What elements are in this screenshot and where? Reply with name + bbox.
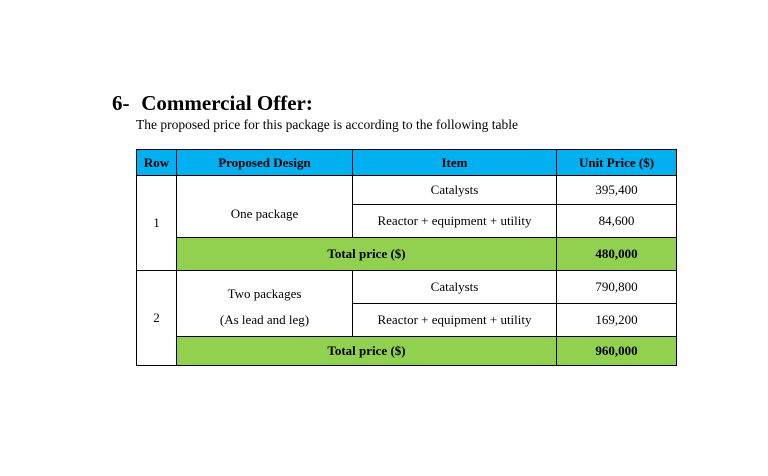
design-text-line2: (As lead and leg) (219, 312, 310, 327)
header-proposed-design: Proposed Design (177, 150, 353, 176)
total-value: 960,000 (557, 337, 677, 366)
section-heading (112, 90, 313, 116)
header-row: Row (137, 150, 177, 176)
price-cell: 84,600 (557, 205, 677, 238)
table-header-row (137, 150, 677, 176)
item-cell: Reactor + equipment + utility (353, 205, 557, 238)
total-row (137, 238, 677, 271)
price-cell: 169,200 (557, 304, 677, 337)
header-unit-price: Unit Price ($) (557, 150, 677, 176)
price-cell: 395,400 (557, 176, 677, 205)
design-cell (177, 271, 353, 337)
total-row (137, 337, 677, 366)
total-label: Total price ($) (177, 238, 557, 271)
row-number-cell: 2 (137, 271, 177, 366)
section-description: The proposed price for this package is according to the following table (136, 117, 519, 132)
item-cell: Reactor + equipment + utility (353, 304, 557, 337)
section-number: 6- (112, 91, 130, 115)
design-cell (177, 176, 353, 238)
item-cell: Catalysts (353, 271, 557, 304)
item-cell: Catalysts (353, 176, 557, 205)
row-number-cell: 1 (137, 176, 177, 271)
table-row (137, 271, 677, 304)
section-title: Commercial Offer: (141, 91, 313, 115)
total-label: Total price ($) (177, 337, 557, 366)
design-text: Two packages (227, 286, 302, 301)
price-cell: 790,800 (557, 271, 677, 304)
design-text: One package (230, 206, 299, 221)
table-row (137, 176, 677, 205)
header-item: Item (353, 150, 557, 176)
total-value: 480,000 (557, 238, 677, 271)
commercial-offer-table (136, 149, 677, 366)
